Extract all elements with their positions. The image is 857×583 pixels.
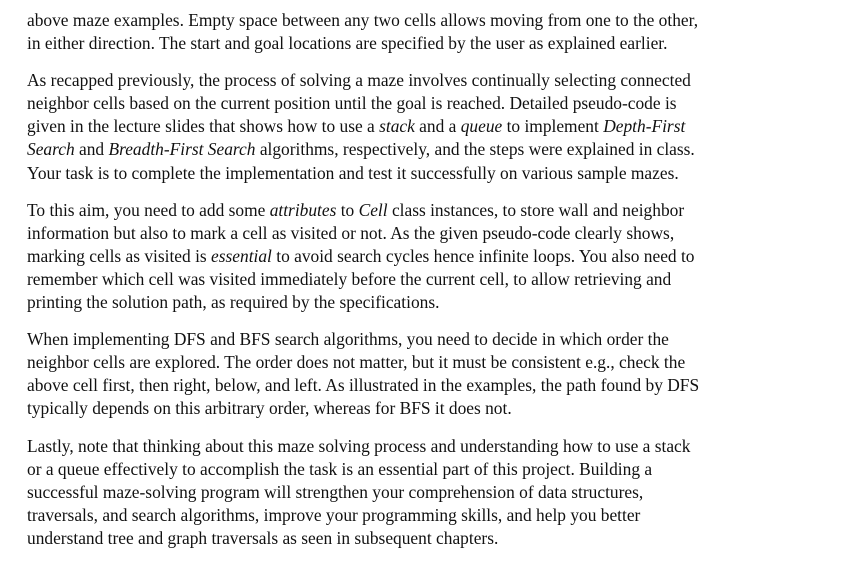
text-run: traversals, and search algorithms, improve your programming skills, and help you better — [27, 504, 641, 525]
text-line — [27, 245, 827, 268]
text-run: As recapped previously, the process of solving a maze involves continually selecting connected — [27, 70, 691, 91]
text-line — [27, 222, 827, 245]
text-line — [27, 268, 827, 291]
document-page — [27, 9, 827, 564]
text-run: above maze examples. Empty space between any two cells allows moving from one to the other, — [27, 10, 699, 30]
text-run: to implement — [502, 116, 604, 137]
text-run: typically depends on this arbitrary order, whereas for BFS it does not. — [27, 398, 512, 419]
paragraph-1 — [27, 9, 827, 55]
text-line — [27, 504, 827, 527]
text-line — [27, 351, 827, 374]
text-line — [27, 199, 827, 222]
text-run: understand tree and graph traversals as seen in subsequent chapters. — [27, 527, 499, 548]
italic-term: Cell — [358, 199, 388, 220]
italic-term: attributes — [269, 199, 337, 220]
paragraph-4 — [27, 328, 827, 420]
text-line — [27, 69, 827, 92]
text-run: Your task is to complete the implementation and test it successfully on various sample mazes. — [27, 162, 679, 183]
text-line — [27, 435, 827, 458]
text-run: or a queue effectively to accomplish the task is an essential part of this project. Building a — [27, 458, 653, 479]
text-run: To this aim, you need to add some — [27, 199, 270, 220]
text-line — [27, 115, 827, 138]
text-run: remember which cell was visited immediately before the current cell, to allow retrieving and — [27, 268, 672, 289]
text-run: given in the lecture slides that shows how to use a — [27, 116, 380, 137]
text-run: in either direction. The start and goal locations are specified by the user as explained earlier. — [27, 33, 668, 54]
text-line — [27, 328, 827, 351]
text-line — [27, 32, 827, 55]
paragraph-2 — [27, 69, 827, 184]
text-run: class instances, to store wall and neighbor — [387, 199, 685, 220]
text-line — [27, 162, 827, 185]
paragraph-3 — [27, 199, 827, 314]
text-line — [27, 374, 827, 397]
text-line — [27, 397, 827, 420]
italic-term: Search — [27, 139, 75, 160]
italic-term: stack — [379, 116, 415, 137]
text-line — [27, 458, 827, 481]
paragraph-5 — [27, 435, 827, 550]
text-run: and — [74, 139, 109, 160]
text-line — [27, 527, 827, 550]
text-run: neighbor cells based on the current position until the goal is reached. Detailed pseudo-code is — [27, 93, 677, 114]
italic-term: queue — [460, 116, 503, 137]
text-run: marking cells as visited is — [27, 245, 212, 266]
text-line — [27, 291, 827, 314]
italic-term: essential — [211, 245, 272, 266]
text-run: algorithms, respectively, and the steps were explained in class. — [255, 139, 695, 160]
italic-term: Breadth-First Search — [108, 139, 256, 160]
text-line — [27, 138, 827, 161]
text-run: to — [336, 199, 359, 220]
text-line — [27, 481, 827, 504]
text-run: information but also to mark a cell as visited or not. As the given pseudo-code clearly shows, — [27, 222, 675, 243]
text-line — [27, 92, 827, 115]
text-run: neighbor cells are explored. The order does not matter, but it must be consistent e.g., check the — [27, 352, 686, 373]
text-run: and a — [414, 116, 461, 137]
text-run: to avoid search cycles hence infinite loops. You also need to — [271, 245, 695, 266]
italic-term: Depth-First — [603, 116, 686, 137]
document-body — [27, 9, 827, 550]
text-run: printing the solution path, as required by the specifications. — [27, 292, 440, 313]
text-run: successful maze-solving program will strengthen your comprehension of data structures, — [27, 481, 644, 502]
text-line — [27, 9, 827, 32]
text-run: above cell first, then right, below, and left. As illustrated in the examples, the path found by DFS — [27, 375, 700, 396]
text-run: When implementing DFS and BFS search algorithms, you need to decide in which order the — [27, 329, 669, 350]
text-run: Lastly, note that thinking about this maze solving process and understanding how to use a stack — [27, 435, 691, 456]
